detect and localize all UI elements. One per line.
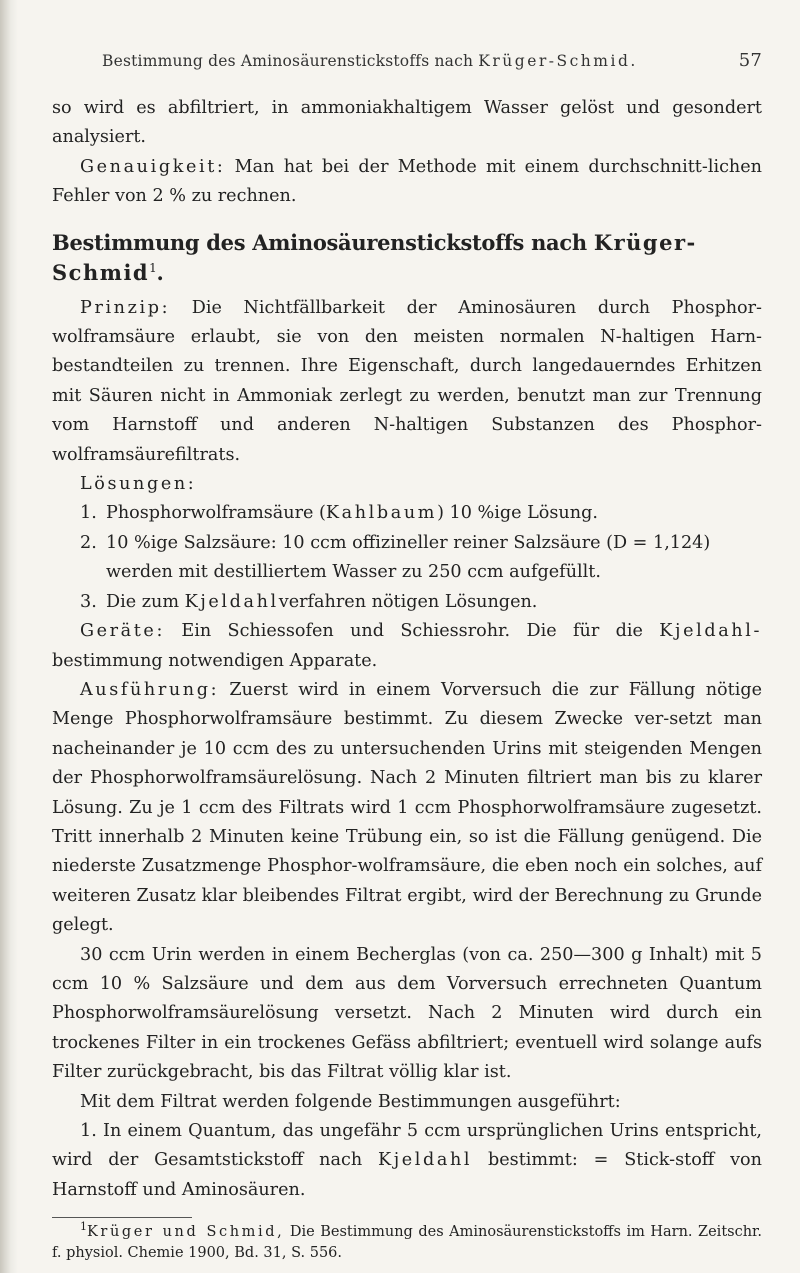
page-number: 57	[738, 50, 762, 71]
footnote-ref: 1	[149, 260, 157, 275]
body-text	[52, 94, 762, 1205]
footnote-divider	[52, 1217, 192, 1218]
solutions-label: Lösungen:	[80, 474, 197, 495]
footnote: $^1$Krüger und Schmid, Die Bestimmung des Aminosäurenstickstoffs im Harn. Zeitschr. f. physiol. Chemie 1900, Bd. 31, S. 556.	[52, 1220, 762, 1262]
paragraph-accuracy: Genauigkeit: Man hat bei der Methode mit einem durchschnitt-lichen Fehler von 2 % zu rechnen.	[52, 156, 762, 207]
footnote-marker: 1	[80, 1220, 87, 1234]
solution-item-2-cont: werden mit destilliertem Wasser zu 250 ccm aufgefüllt.	[106, 562, 601, 583]
paragraph-equipment: Geräte: Ein Schiessofen und Schiessrohr. Die für die Kjeldahl-bestimmung notwendigen Apparate.	[52, 621, 762, 671]
solution-item-1: 1. Phosphorwolframsäure (Kahlbaum) 10 %ige Lösung.	[80, 503, 598, 524]
solution-item-3: 3. Die zum Kjeldahlverfahren nötigen Lösungen.	[80, 591, 538, 612]
paragraph-urine: 30 ccm Urin werden in einem Becherglas (von ca. 250—300 g Inhalt) mit 5 ccm 10 % Salzsäure und dem aus dem Vorversuch errechneten Quantum Phosphorwolframsäurelösung versetzt. Nach 2 Minuten wird durch ein trockenes Filter in ein trockenes Gefäss abfiltriert; eventuell wird solange aufs Filter zurückgebracht, bis das Filtrat völlig klar ist.	[52, 944, 762, 1083]
paragraph-continuation: so wird es abfiltriert, in ammoniakhaltigem Wasser gelöst und gesondert analysiert.	[52, 98, 762, 148]
determination-item-1: 1. In einem Quantum, das ungefähr 5 ccm ursprünglichen Urins entspricht, wird der Gesamtstickstoff nach Kjeldahl bestimmt: = Stick-stoff von Harnstoff und Aminosäuren.	[52, 1121, 762, 1200]
section-heading: Bestimmung des Aminosäurenstickstoffs nach Krüger-Schmid$^1$.	[52, 229, 697, 285]
book-gutter	[0, 0, 18, 1273]
page	[52, 50, 762, 1264]
solution-item-2: 2. 10 %ige Salzsäure: 10 ccm offizineller reiner Salzsäure (D = 1,124)	[80, 532, 711, 553]
running-title: Bestimmung des Aminosäurenstickstoffs nach Krüger-Schmid.	[102, 52, 638, 70]
paragraph-filtrate: Mit dem Filtrat werden folgende Bestimmungen ausgeführt:	[80, 1091, 621, 1112]
paragraph-procedure: Ausführung: Zuerst wird in einem Vorversuch die zur Fällung nötige Menge Phosphorwolframsäure bestimmt. Zu diesem Zwecke ver-setzt man nacheinander je 10 ccm des zu untersuchenden Urins mit steigenden Mengen der Phosphorwolframsäurelösung. Nach 2 Minuten filtriert man bis zu klarer Lösung. Zu je 1 ccm des Filtrats wird 1 ccm Phosphorwolframsäure zugesetzt. Tritt innerhalb 2 Minuten keine Trübung ein, so ist die Fällung genügend. Die niederste Zusatzmenge Phosphor-wolframsäure, die eben noch ein solches, auf weiteren Zusatz klar bleibendes Filtrat ergibt, wird der Berechnung zu Grunde gelegt.	[52, 679, 762, 936]
running-header	[102, 50, 762, 72]
paragraph-principle: Prinzip: Die Nichtfällbarkeit der Aminosäuren durch Phosphor-wolframsäure erlaubt, sie von den meisten normalen N-haltigen Harn-bestandteilen zu trennen. Ihre Eigenschaft, durch langedauerndes Erhitzen mit Säuren nicht in Ammoniak zerlegt zu werden, benutzt man zur Trennung vom Harnstoff und anderen N-haltigen Substanzen des Phosphor-wolframsäurefiltrats.	[52, 297, 762, 465]
